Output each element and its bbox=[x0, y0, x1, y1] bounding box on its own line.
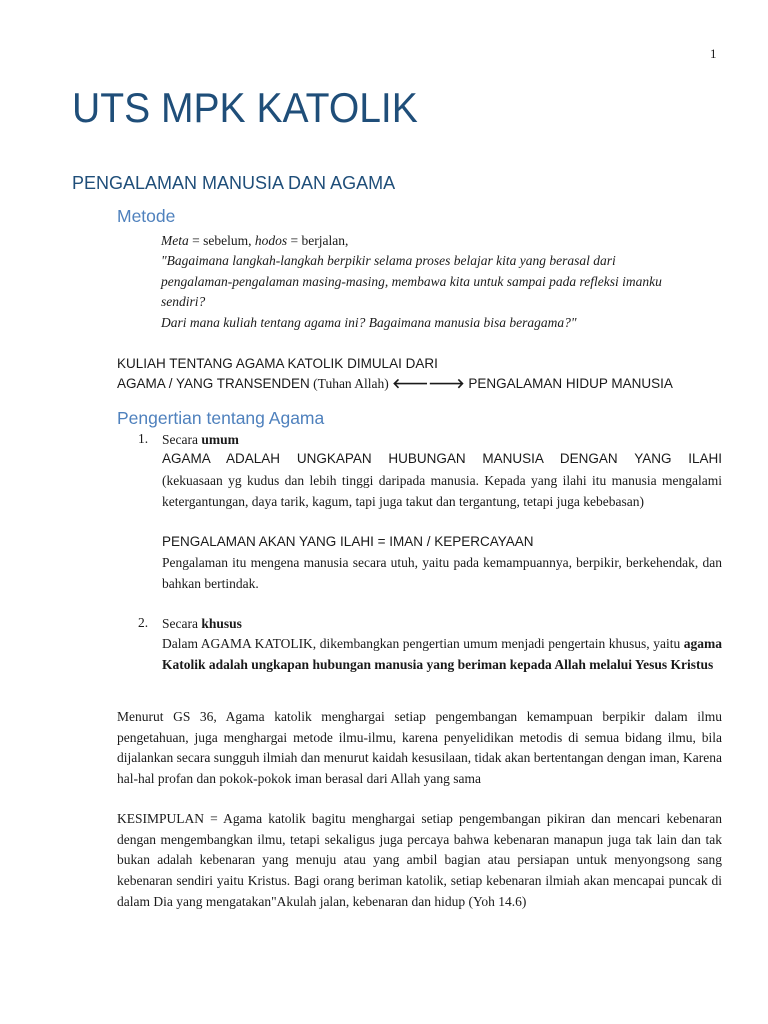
metode-quote-line-1: "Bagaimana langkah-langkah berpikir selama proses belajar kita yang berasal dari bbox=[161, 253, 616, 268]
item2-text bbox=[162, 634, 722, 675]
meta-definition: = sebelum, bbox=[188, 233, 255, 248]
item1-label bbox=[162, 430, 239, 450]
item2-label-prefix: Secara bbox=[162, 616, 202, 631]
menurut-paragraph: Menurut GS 36, Agama katolik menghargai setiap pengembangan kemampuan berpikir dalam ilmu pengetahuan, juga menghargai metode ilmu-ilmu, karena penyelidikan metodis di semua bidang ilmu, bila dijalankan secara sungguh ilmiah dan menurut kaidah kesusilaan, tidak akan bertentangan dengan iman, Karena hal-hal profan dan pokok-pokok iman berasal dari Allah yang sama bbox=[117, 709, 722, 787]
item1-definition-text: (kekuasaan yg kudus dan lebih tinggi daripada manusia. Kepada yang ilahi itu manusia mengalami ketergantungan, daya tarik, kagum, tapi juga takut dan tergantung, tetapi juga kebebasan) bbox=[162, 473, 722, 509]
kuliah-pengalaman-label: PENGALAMAN HIDUP MANUSIA bbox=[464, 376, 673, 391]
item1-pengalaman-text: Pengalaman itu mengena manusia secara utuh, yaitu pada kemampuannya, berpikir, berkehendak, dan bahkan bertindak. bbox=[162, 555, 722, 591]
hodos-definition: = berjalan, bbox=[287, 233, 349, 248]
kesimpulan-paragraph: KESIMPULAN = Agama katolik bagitu menghargai setiap pengembangan pikiran dan mencari kebenaran dengan mengembangkan ilmu, tetapi sekaligus juga percaya bahwa kebenaran manapun juga tak lain dan tak bukan adalah kebenaran yang menuju atau yang ambil bagian atau persiapan untuk menyongsong sang kebenaran sendiri yaitu Kristus. Bagi orang beriman katolik, setiap kebenaran ilmiah akan mencapai puncak di dalam Dia yang mengatakan"Akulah jalan, kebenaran dan hidup (Yoh 14.6) bbox=[117, 811, 722, 909]
double-arrow-icon: 🡐🡒 bbox=[392, 376, 465, 392]
list-number-2: 2. bbox=[138, 615, 149, 630]
item1-definition-caps: AGAMA ADALAH UNGKAPAN HUBUNGAN MANUSIA DENGAN YANG ILAHI bbox=[162, 451, 722, 466]
meta-term: Meta bbox=[161, 233, 189, 248]
section-title: PENGALAMAN MANUSIA DAN AGAMA bbox=[72, 173, 396, 193]
document-title: UTS MPK KATOLIK bbox=[72, 84, 418, 131]
kuliah-tuhan-label: (Tuhan Allah) bbox=[309, 376, 393, 391]
metode-quote-line-2: pengalaman-pengalaman masing-masing, membawa kita untuk sampai pada refleksi imanku bbox=[161, 274, 662, 289]
metode-definition bbox=[161, 231, 348, 251]
metode-quote-line-3: sendiri? bbox=[161, 294, 206, 309]
metode-quote-line-4: Dari mana kuliah tentang agama ini? Bagaimana manusia bisa beragama?" bbox=[161, 315, 577, 330]
item2-label bbox=[162, 614, 242, 634]
item1-label-bold: umum bbox=[201, 432, 239, 447]
metode-heading: Metode bbox=[117, 206, 176, 226]
hodos-term: hodos bbox=[254, 233, 288, 248]
kuliah-line-2 bbox=[117, 374, 673, 394]
item1-label-prefix: Secara bbox=[162, 432, 202, 447]
kuliah-agama-label: AGAMA / YANG TRANSENDEN bbox=[117, 376, 310, 391]
pengertian-heading: Pengertian tentang Agama bbox=[117, 408, 325, 428]
list-number-1: 1. bbox=[138, 431, 149, 446]
kuliah-line-1: KULIAH TENTANG AGAMA KATOLIK DIMULAI DARI bbox=[117, 356, 438, 371]
item2-label-bold: khusus bbox=[201, 616, 242, 631]
page-number: 1 bbox=[710, 46, 717, 61]
item2-text-bold: agama Katolik adalah ungkapan hubungan manusia yang beriman kepada Allah melalui Yesus Kristus bbox=[162, 636, 722, 672]
item1-pengalaman-caps: PENGALAMAN AKAN YANG ILAHI = IMAN / KEPERCAYAAN bbox=[162, 534, 534, 549]
item2-text-plain: Dalam AGAMA KATOLIK, dikembangkan pengertian umum menjadi pengertain khusus, yaitu bbox=[162, 636, 684, 651]
